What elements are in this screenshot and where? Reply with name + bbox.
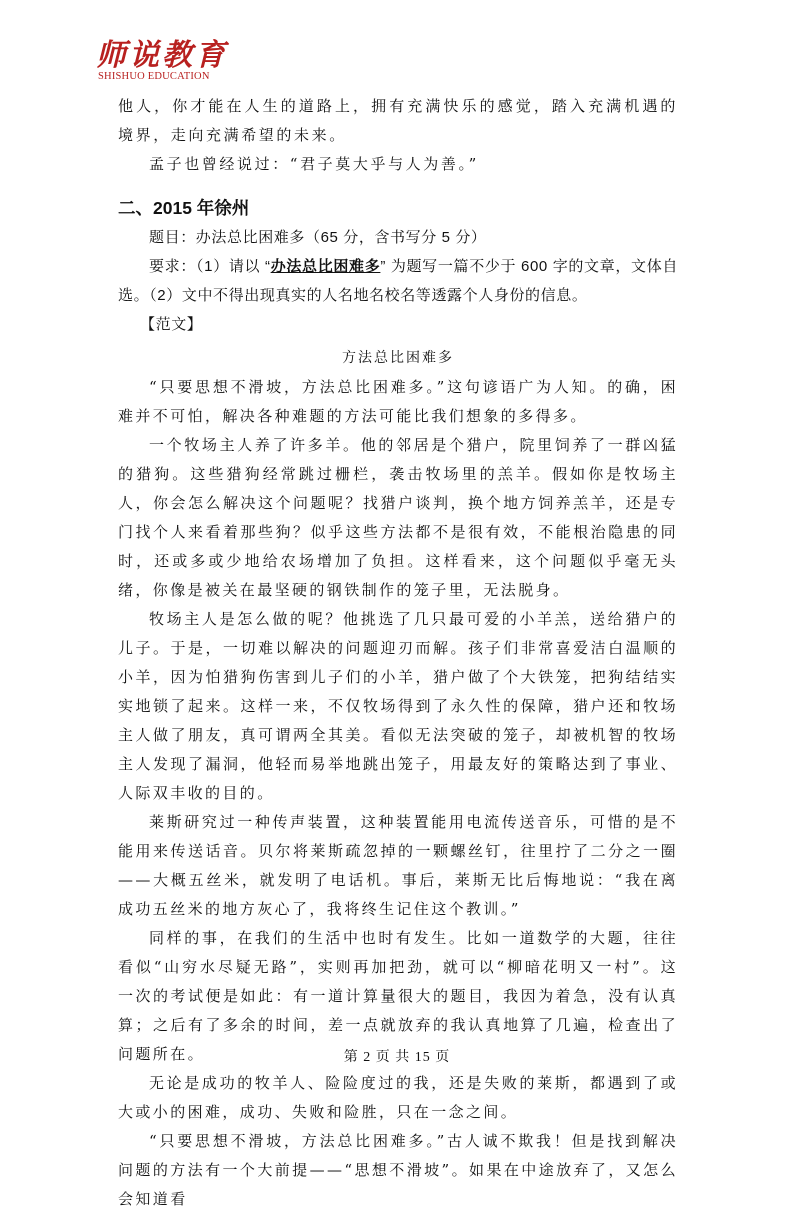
logo-english-text: SHISHUO EDUCATION (98, 71, 210, 82)
requirements-suffix: ” 为题写一篇不少于 600 字的文章，文体自选。（2）文中不得出现真实的人名地名校名等透露个人身份的信息。 (118, 258, 678, 304)
essay-paragraph-7: “只要思想不滑坡，方法总比困难多。”古人诚不欺我！但是找到解决问题的方法有一个大前提——“思想不滑坡”。如果在中途放弃了，又怎么会知道看 (118, 1132, 678, 1208)
intro-paragraph-2: 孟子也曾经说过：“君子莫大乎与人为善。” (149, 155, 479, 173)
logo-chinese-text: 师说教育 (96, 38, 228, 73)
required-title: 办法总比困难多 (270, 258, 381, 275)
requirements-prefix: 要求：（1）请以 “ (149, 258, 271, 275)
essay-paragraph-5: 同样的事，在我们的生活中也时有发生。比如一道数学的大题，往往看似“山穷水尽疑无路”，实则再加把劲，就可以“柳暗花明又一村”。这一次的考试便是如此：有一道计算量很大的题目，我因为着急，没有认真算；之后有了多余的时间，差一点就放弃的我认真地算了几遍，检查出了问题所在。 (118, 929, 678, 1063)
shishuo-logo (94, 40, 234, 84)
essay-paragraph-4: 莱斯研究过一种传声装置，这种装置能用电流传送音乐，可惜的是不能用来传送话音。贝尔将莱斯疏忽掉的一颗螺丝钉，往里拧了二分之一圈——大概五丝米，就发明了电话机。事后，莱斯无比后悔地说：“我在离成功五丝米的地方灰心了，我将终生记住这个教训。” (118, 813, 678, 918)
essay-paragraph-2: 一个牧场主人养了许多羊。他的邻居是个猎户，院里饲养了一群凶猛的猎狗。这些猎狗经常跳过栅栏，袭击牧场里的羔羊。假如你是牧场主人，你会怎么解决这个问题呢？找猎户谈判，换个地方饲养羔羊，还是专门找个人来看着那些狗？似乎这些方法都不是很有效，不能根治隐患的同时，还或多或少地给农场增加了负担。这样看来，这个问题似乎毫无头绪，你像是被关在最坚硬的钢铁制作的笼子里，无法脱身。 (118, 436, 678, 599)
page-number-footer: 第 2 页 共 15 页 (343, 1050, 451, 1065)
sample-essay-label: 【范文】 (140, 316, 203, 333)
essay-title: 方法总比困难多 (342, 350, 454, 366)
essay-paragraph-3: 牧场主人是怎么做的呢？他挑选了几只最可爱的小羊羔，送给猎户的儿子。于是，一切难以解决的问题迎刃而解。孩子们非常喜爱洁白温顺的小羊，因为怕猎狗伤害到儿子们的小羊，猎户做了个大铁笼，把狗结结实实地锁了起来。这样一来，不仅牧场得到了永久性的保障，猎户还和牧场主人做了朋友，真可谓两全其美。看似无法突破的笼子，却被机智的牧场主人发现了漏洞，他轻而易举地跳出笼子，用最友好的策略达到了事业、人际双丰收的目的。 (118, 610, 678, 802)
intro-paragraph-1: 他人，你才能在人生的道路上，拥有充满快乐的感觉，踏入充满机遇的境界，走向充满希望的未来。 (118, 97, 678, 144)
section-heading: 二、2015 年徐州 (118, 198, 250, 218)
essay-paragraph-6: 无论是成功的牧羊人、险险度过的我，还是失败的莱斯，都遇到了或大或小的困难，成功、失败和险胜，只在一念之间。 (118, 1074, 678, 1121)
topic-line: 题目：办法总比困难多（65 分，含书写分 5 分） (149, 229, 487, 246)
requirements-paragraph (118, 252, 678, 310)
essay-paragraph-1: “只要思想不滑坡，方法总比困难多。”这句谚语广为人知。的确，困难并不可怕，解决各种难题的方法可能比我们想象的多得多。 (118, 378, 678, 425)
